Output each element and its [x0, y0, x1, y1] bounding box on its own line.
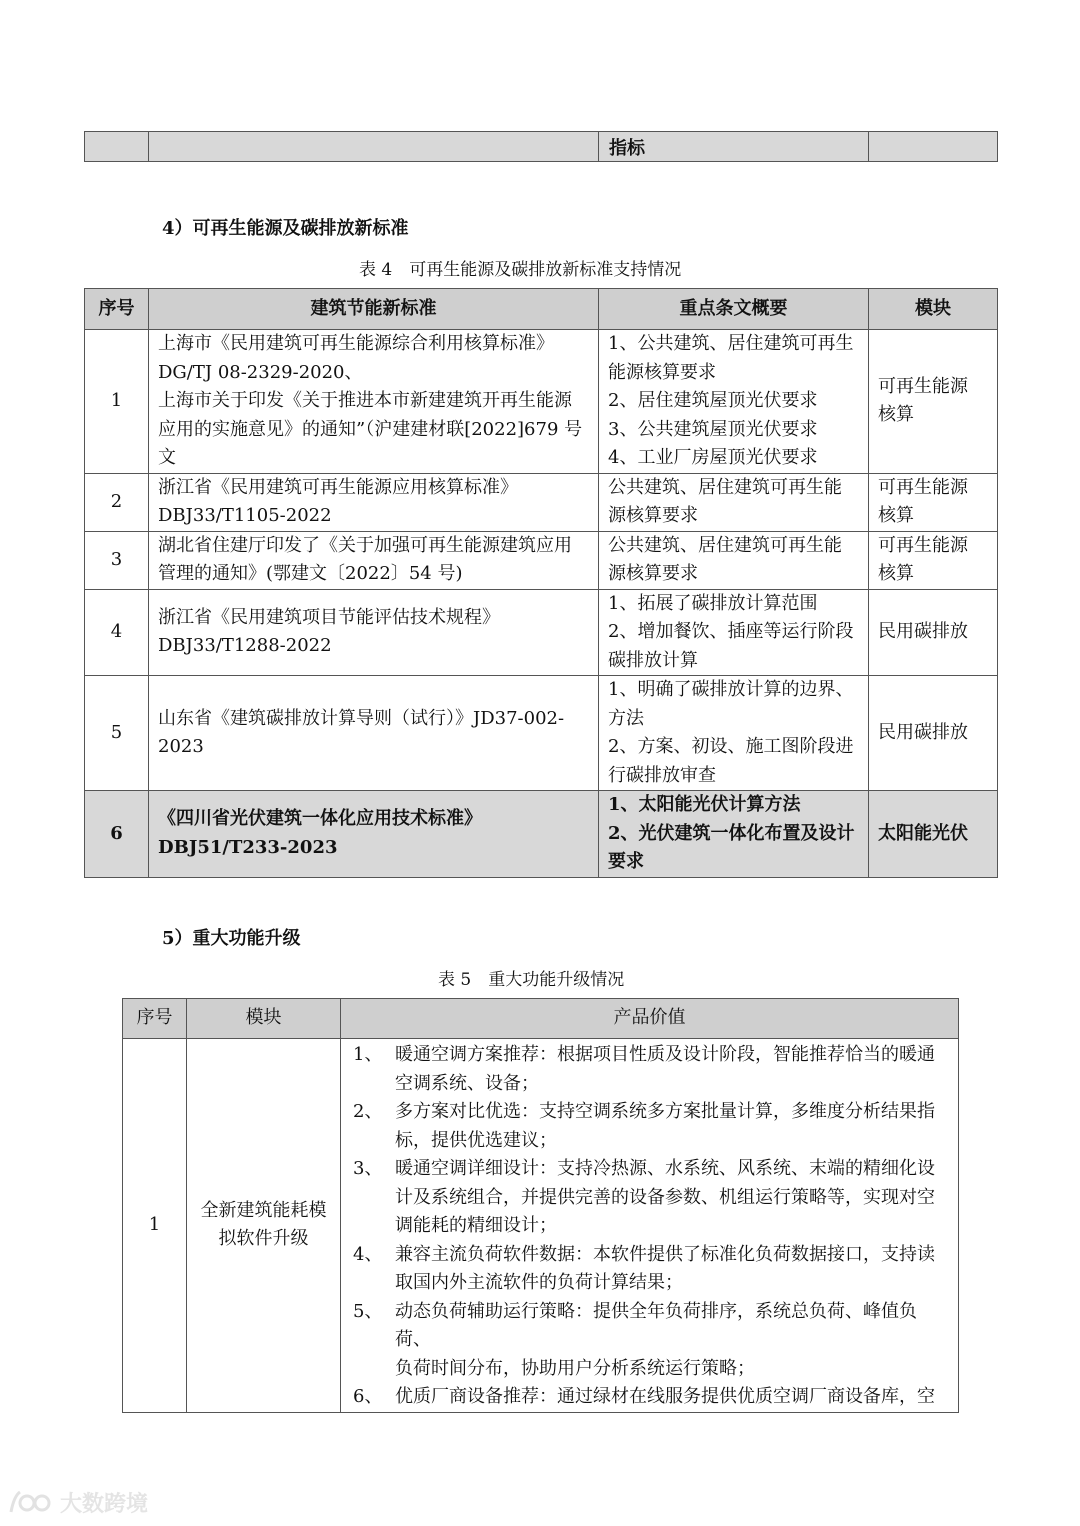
table-cell — [149, 132, 599, 162]
text-line: 行碳排放审查 — [608, 764, 716, 786]
text-line: 拟软件升级 — [218, 1228, 309, 1250]
watermark-text: 大数跨境 — [60, 1492, 149, 1517]
item-number: 6、 — [353, 1386, 383, 1407]
text-line: 2、居住建筑屋顶光伏要求 — [608, 390, 818, 411]
summary-cell — [599, 589, 869, 676]
list-item — [349, 1041, 950, 1098]
item-text — [395, 1155, 950, 1241]
product-value-cell — [341, 1039, 959, 1413]
watermark — [8, 1487, 148, 1518]
text-line: 2、方案、初设、施工图阶段进 — [608, 736, 854, 757]
header-cell: 重点条文概要 — [599, 289, 869, 330]
item-number: 2、 — [353, 1101, 383, 1122]
table-header-row — [123, 999, 959, 1039]
table-5 — [122, 998, 959, 1413]
row-number: 1 — [123, 1039, 187, 1413]
header-cell: 建筑节能新标准 — [149, 289, 599, 330]
row-number: 4 — [85, 589, 149, 676]
standard-cell — [149, 473, 599, 531]
text-line: 1、明确了碳排放计算的边界、 — [608, 679, 854, 700]
header-cell: 序号 — [85, 289, 149, 330]
standard-cell — [149, 531, 599, 589]
text-line: 可再生能源 — [878, 476, 968, 498]
module-cell — [869, 330, 998, 474]
row-number: 2 — [85, 473, 149, 531]
text-line: 1、拓展了碳排放计算范围 — [608, 592, 818, 614]
module-cell — [869, 589, 998, 676]
summary-cell — [599, 791, 869, 878]
row-number: 1 — [85, 330, 149, 474]
text-line: 上海市《民用建筑可再生能源综合利用核算标准》 — [158, 333, 554, 354]
text-line: DBJ33/T1288-2022 — [158, 635, 332, 657]
text-line: 应用的实施意见》的通知”（沪建建材联[2022]679 号 — [158, 418, 583, 440]
list-item — [349, 1298, 950, 1384]
text-line: DBJ51/T233-2023 — [158, 836, 338, 858]
text-line: 兼容主流负荷软件数据：本软件提供了标准化负荷数据接口，支持读 — [395, 1243, 935, 1265]
item-number: 5、 — [353, 1300, 383, 1322]
table-cell — [85, 132, 149, 162]
module-cell — [869, 473, 998, 531]
watermark-logo-icon — [8, 1488, 54, 1518]
module-cell — [869, 791, 998, 878]
table-4-caption: 表 4 可再生能源及碳排放新标准支持情况 — [359, 260, 682, 280]
list-item — [349, 1241, 950, 1298]
text-line: 2、光伏建筑一体化布置及设计 — [608, 822, 855, 844]
module-cell — [187, 1039, 341, 1413]
item-text — [395, 1298, 950, 1384]
text-line: 太阳能光伏 — [878, 822, 968, 844]
standard-cell — [149, 589, 599, 676]
section-4-heading: 4）可再生能源及碳排放新标准 — [162, 218, 409, 239]
text-line: 上海市关于印发《关于推进本市新建建筑开再生能源 — [158, 390, 572, 411]
item-text — [395, 1098, 950, 1155]
row-number: 3 — [85, 531, 149, 589]
text-line: 民用碳排放 — [878, 621, 968, 642]
text-line: 暖通空调详细设计：支持冷热源、水系统、风系统、末端的精细化设 — [395, 1158, 935, 1179]
text-line: 碳排放计算 — [608, 649, 698, 671]
text-line: 公共建筑、居住建筑可再生能 — [608, 534, 842, 556]
table-cell — [869, 132, 998, 162]
summary-cell — [599, 676, 869, 791]
text-line: 公共建筑、居住建筑可再生能 — [608, 476, 842, 498]
header-cell: 模块 — [187, 999, 341, 1039]
item-text — [395, 1383, 950, 1412]
text-line: 空调系统、设备； — [395, 1072, 539, 1094]
text-line: 山东省《建筑碳排放计算导则（试行）》JD37-002-2023 — [158, 707, 565, 757]
text-line: 标，提供优选建议； — [395, 1129, 557, 1151]
text-line: 浙江省《民用建筑可再生能源应用核算标准》 — [158, 476, 518, 498]
module-cell — [869, 676, 998, 791]
text-line: 取国内外主流软件的负荷计算结果； — [395, 1272, 683, 1293]
item-text — [395, 1241, 950, 1298]
text-line: 可再生能源 — [878, 375, 968, 397]
standard-cell — [149, 676, 599, 791]
table-5-caption: 表 5 重大功能升级情况 — [438, 970, 625, 990]
list-item — [349, 1155, 950, 1241]
text-line: 多方案对比优选：支持空调系统多方案批量计算，多维度分析结果指 — [395, 1101, 935, 1122]
text-line: 民用碳排放 — [878, 721, 968, 743]
text-line: 3、公共建筑屋顶光伏要求 — [608, 418, 818, 440]
table-4 — [84, 288, 998, 878]
text-line: 负荷时间分布，协助用户分析系统运行策略； — [395, 1357, 755, 1379]
text-line: 核算 — [878, 505, 914, 526]
standard-cell — [149, 791, 599, 878]
text-line: 优质厂商设备推荐：通过绿材在线服务提供优质空调厂商设备库，空 — [395, 1386, 935, 1407]
row-number: 6 — [85, 791, 149, 878]
text-line: 《四川省光伏建筑一体化应用技术标准》 — [158, 808, 482, 830]
table-row — [85, 676, 998, 791]
item-number: 3、 — [353, 1158, 383, 1179]
table-row — [85, 531, 998, 589]
text-line: 可再生能源 — [878, 534, 968, 556]
text-line: 源核算要求 — [608, 505, 698, 526]
item-number: 1、 — [353, 1044, 383, 1065]
feature-list — [349, 1041, 950, 1412]
list-item — [349, 1383, 950, 1412]
text-line: 管理的通知》(鄂建文〔2022〕54 号) — [158, 563, 463, 584]
table-row — [85, 589, 998, 676]
table-row — [85, 473, 998, 531]
text-line: 1、太阳能光伏计算方法 — [608, 794, 801, 815]
row-number: 5 — [85, 676, 149, 791]
table-row — [123, 1039, 959, 1413]
text-line: 计及系统组合，并提供完善的设备参数、机组运行策略等，实现对空 — [395, 1186, 935, 1208]
text-line: 核算 — [878, 563, 914, 584]
module-cell — [869, 531, 998, 589]
table-row-highlighted — [85, 791, 998, 878]
previous-table-fragment — [84, 131, 998, 162]
standard-cell — [149, 330, 599, 474]
text-line: 方法 — [608, 707, 644, 729]
text-line: 全新建筑能耗模 — [200, 1199, 327, 1221]
text-line: 浙江省《民用建筑项目节能评估技术规程》 — [158, 606, 500, 628]
summary-cell — [599, 330, 869, 474]
item-text — [395, 1041, 950, 1098]
item-number: 4、 — [353, 1243, 383, 1265]
text-line: 核算 — [878, 404, 914, 426]
list-item — [349, 1098, 950, 1155]
table-header-row — [85, 289, 998, 330]
text-line: 调能耗的精细设计； — [395, 1215, 557, 1236]
text-line: DBJ33/T1105-2022 — [158, 505, 332, 526]
text-line: 能源核算要求 — [608, 361, 716, 383]
text-line: 暖通空调方案推荐：根据项目性质及设计阶段，智能推荐恰当的暖通 — [395, 1044, 935, 1065]
text-line: 1、公共建筑、居住建筑可再生 — [608, 333, 854, 354]
text-line: 湖北省住建厅印发了《关于加强可再生能源建筑应用 — [158, 534, 572, 556]
text-line: 动态负荷辅助运行策略：提供全年负荷排序，系统总负荷、峰值负荷、 — [395, 1300, 917, 1350]
text-line: 源核算要求 — [608, 563, 698, 584]
summary-cell — [599, 531, 869, 589]
text-line: 4、工业厂房屋顶光伏要求 — [608, 447, 818, 468]
header-cell: 模块 — [869, 289, 998, 330]
table-cell: 指标 — [599, 132, 869, 162]
summary-cell — [599, 473, 869, 531]
table-row — [85, 330, 998, 474]
header-cell: 产品价值 — [341, 999, 959, 1039]
text-line: 2、增加餐饮、插座等运行阶段 — [608, 621, 854, 642]
text-line: 要求 — [608, 851, 644, 872]
text-line: DG/TJ 08-2329-2020、 — [158, 361, 363, 383]
text-line: 文 — [158, 447, 176, 468]
table-row — [85, 132, 998, 162]
section-5-heading: 5）重大功能升级 — [162, 928, 301, 949]
header-cell: 序号 — [123, 999, 187, 1039]
